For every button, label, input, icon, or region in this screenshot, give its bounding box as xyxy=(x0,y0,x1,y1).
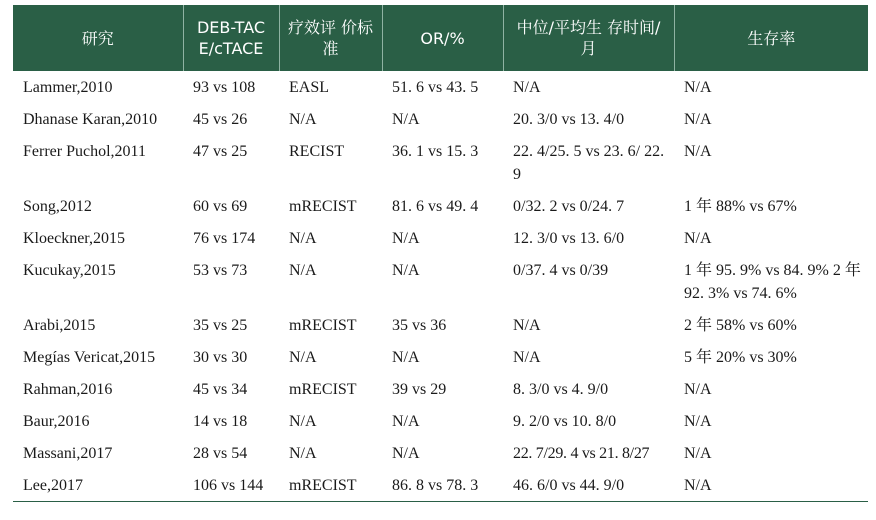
cell-or: 35 vs 36 xyxy=(392,317,447,334)
cell-study: Ferrer Puchol,2011 xyxy=(23,143,146,160)
cell-study: Massani,2017 xyxy=(23,445,113,462)
cell-or: 81. 6 vs 49. 4 xyxy=(392,198,479,215)
cell-study: Kloeckner,2015 xyxy=(23,230,125,247)
cell-study: Song,2012 xyxy=(23,198,92,215)
cell-survival-rate: N/A xyxy=(684,79,712,96)
cell-survival-time: 22. 7/29. 4 vs 21. 8/27 xyxy=(513,445,650,462)
cell-criteria: EASL xyxy=(289,79,329,96)
cell-survival-time: 8. 3/0 vs 4. 9/0 xyxy=(513,381,609,398)
table-row xyxy=(13,437,868,469)
cell-survival-time: N/A xyxy=(513,349,541,366)
cell-criteria: N/A xyxy=(289,349,317,366)
cell-criteria: N/A xyxy=(289,230,317,247)
cell-criteria: mRECIST xyxy=(289,317,357,334)
cell-survival-rate: N/A xyxy=(684,381,712,398)
cell-patients: 47 vs 25 xyxy=(193,143,248,160)
cell-patients: 35 vs 25 xyxy=(193,317,248,334)
cell-criteria: mRECIST xyxy=(289,381,357,398)
cell-survival-rate: 1 年 95. 9% vs 84. 9% 2 年 92. 3% vs 74. 6% xyxy=(684,262,861,302)
cell-criteria: N/A xyxy=(289,111,317,128)
table-row xyxy=(13,309,868,341)
cell-patients: 45 vs 34 xyxy=(193,381,248,398)
table-row xyxy=(13,190,868,222)
cell-survival-time: 0/37. 4 vs 0/39 xyxy=(513,262,609,279)
cell-study: Lammer,2010 xyxy=(23,79,113,96)
cell-survival-time: 0/32. 2 vs 0/24. 7 xyxy=(513,198,625,215)
table-row xyxy=(13,135,868,190)
cell-patients: 28 vs 54 xyxy=(193,445,248,462)
header-survival-rate: 生存率 xyxy=(674,5,868,71)
header-patient-counts xyxy=(183,5,279,71)
table-row xyxy=(13,373,868,405)
cell-criteria: mRECIST xyxy=(279,469,382,502)
cell-criteria: N/A xyxy=(289,445,317,462)
cell-or: N/A xyxy=(392,230,420,247)
cell-survival-rate: N/A xyxy=(684,445,712,462)
cell-survival-rate: 1 年 88% vs 67% xyxy=(684,198,797,215)
cell-survival-time: 20. 3/0 vs 13. 4/0 xyxy=(513,111,625,128)
cell-survival-time: 22. 4/25. 5 vs 23. 6/ 22. 9 xyxy=(513,143,665,183)
header-response-criteria-text: 疗效评 价标准 xyxy=(287,18,374,58)
header-study: 研究 xyxy=(13,5,183,71)
header-survival-time-text: 中位/平均生 存时间/月 xyxy=(516,18,661,58)
cell-survival-rate: 5 年 20% vs 30% xyxy=(684,349,797,366)
table-row xyxy=(13,469,868,502)
cell-patients: 106 vs 144 xyxy=(183,469,279,502)
cell-patients: 93 vs 108 xyxy=(193,79,256,96)
table-row xyxy=(13,341,868,373)
cell-survival-time: 12. 3/0 vs 13. 6/0 xyxy=(513,230,625,247)
comparison-table xyxy=(13,5,868,502)
table-row xyxy=(13,405,868,437)
cell-or: N/A xyxy=(392,445,420,462)
cell-survival-time: 9. 2/0 vs 10. 8/0 xyxy=(513,413,617,430)
table-row xyxy=(13,222,868,254)
cell-or: N/A xyxy=(392,349,420,366)
cell-survival-rate: N/A xyxy=(684,230,712,247)
cell-survival-time: 46. 6/0 vs 44. 9/0 xyxy=(503,469,674,502)
cell-or: N/A xyxy=(392,262,420,279)
cell-study: Rahman,2016 xyxy=(23,381,113,398)
cell-or: N/A xyxy=(392,413,420,430)
table-header-row xyxy=(13,5,868,71)
cell-study: Baur,2016 xyxy=(23,413,90,430)
cell-survival-rate: 2 年 58% vs 60% xyxy=(684,317,797,334)
cell-criteria: mRECIST xyxy=(289,198,357,215)
cell-patients: 76 vs 174 xyxy=(193,230,256,247)
cell-or: 51. 6 vs 43. 5 xyxy=(392,79,479,96)
cell-or: 39 vs 29 xyxy=(392,381,447,398)
cell-patients: 14 vs 18 xyxy=(193,413,248,430)
cell-or: 36. 1 vs 15. 3 xyxy=(392,143,479,160)
cell-study: Arabi,2015 xyxy=(23,317,96,334)
cell-survival-rate: N/A xyxy=(674,469,868,502)
cell-or: 86. 8 vs 78. 3 xyxy=(382,469,503,502)
cell-patients: 30 vs 30 xyxy=(193,349,248,366)
cell-criteria: N/A xyxy=(289,413,317,430)
header-or: OR/% xyxy=(382,5,503,71)
cell-criteria: N/A xyxy=(289,262,317,279)
cell-criteria: RECIST xyxy=(289,143,345,160)
cell-study: Lee,2017 xyxy=(13,469,183,502)
cell-survival-rate: N/A xyxy=(684,111,712,128)
cell-survival-rate: N/A xyxy=(684,413,712,430)
cell-patients: 45 vs 26 xyxy=(193,111,248,128)
cell-study: Megías Vericat,2015 xyxy=(23,349,156,366)
cell-patients: 53 vs 73 xyxy=(193,262,248,279)
cell-survival-rate: N/A xyxy=(684,143,712,160)
cell-patients: 60 vs 69 xyxy=(193,198,248,215)
table-row xyxy=(13,254,868,309)
cell-or: N/A xyxy=(392,111,420,128)
cell-study: Kucukay,2015 xyxy=(23,262,116,279)
header-survival-time xyxy=(503,5,674,71)
cell-study: Dhanase Karan,2010 xyxy=(23,111,158,128)
cell-survival-time: N/A xyxy=(513,317,541,334)
table-row xyxy=(13,71,868,103)
header-patient-counts-text: DEB-TAC E/cTACE xyxy=(196,18,266,58)
header-response-criteria xyxy=(279,5,382,71)
table-row xyxy=(13,103,868,135)
cell-survival-time: N/A xyxy=(513,79,541,96)
